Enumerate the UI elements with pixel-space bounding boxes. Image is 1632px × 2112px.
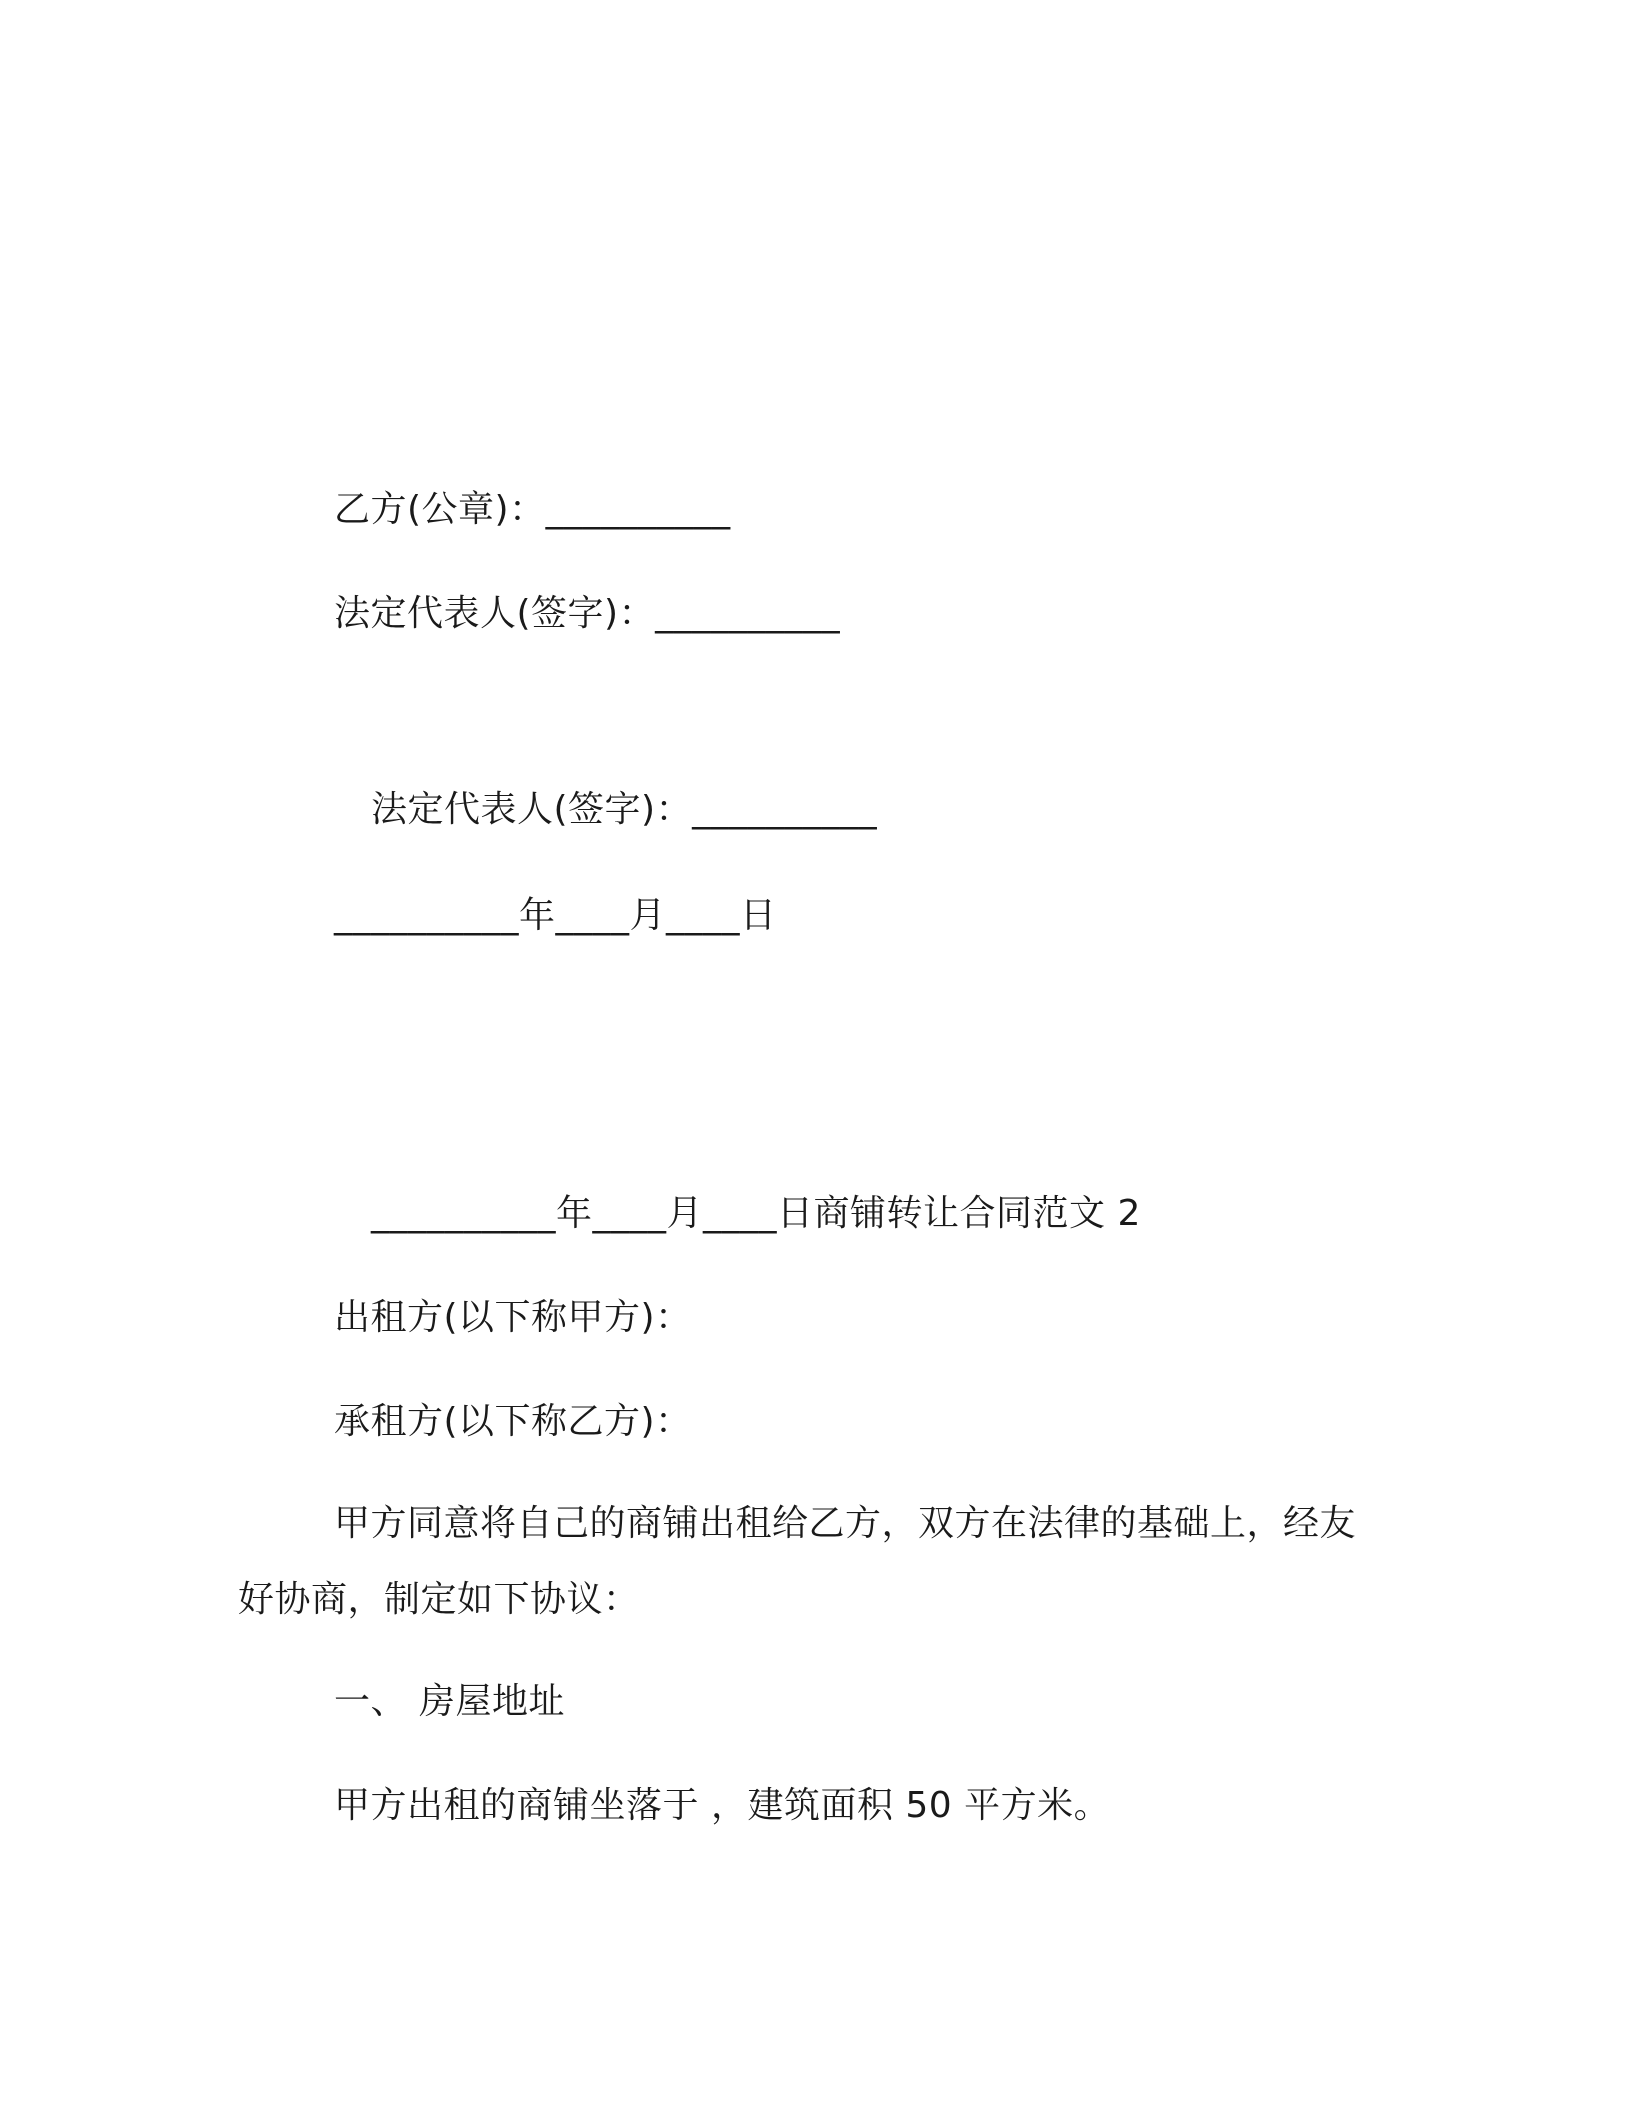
lessee-line: 承租方(以下称乙方)： (334, 1401, 692, 1442)
intro-paragraph-line-1: 甲方同意将自己的商铺出租给乙方，双方在法律的基础上，经友 (334, 1503, 1357, 1544)
contract-title: __________年____月____日商铺转让合同范文 2 (371, 1193, 1141, 1234)
section-paragraph: 甲方出租的商铺坐落于 ，建筑面积 50 平方米。 (334, 1785, 1111, 1826)
legal-representative-signature-line-2: 法定代表人(签字)：__________ (371, 789, 878, 830)
intro-paragraph-line-2: 好协商，制定如下协议： (238, 1579, 640, 1620)
lessor-line: 出租方(以下称甲方)： (334, 1297, 692, 1338)
legal-representative-signature-line: 法定代表人(签字)：__________ (334, 593, 841, 634)
section-heading: 一、 房屋地址 (334, 1681, 565, 1722)
party-b-seal-line: 乙方(公章)：__________ (334, 489, 731, 530)
date-line: __________年____月____日 (334, 895, 777, 936)
